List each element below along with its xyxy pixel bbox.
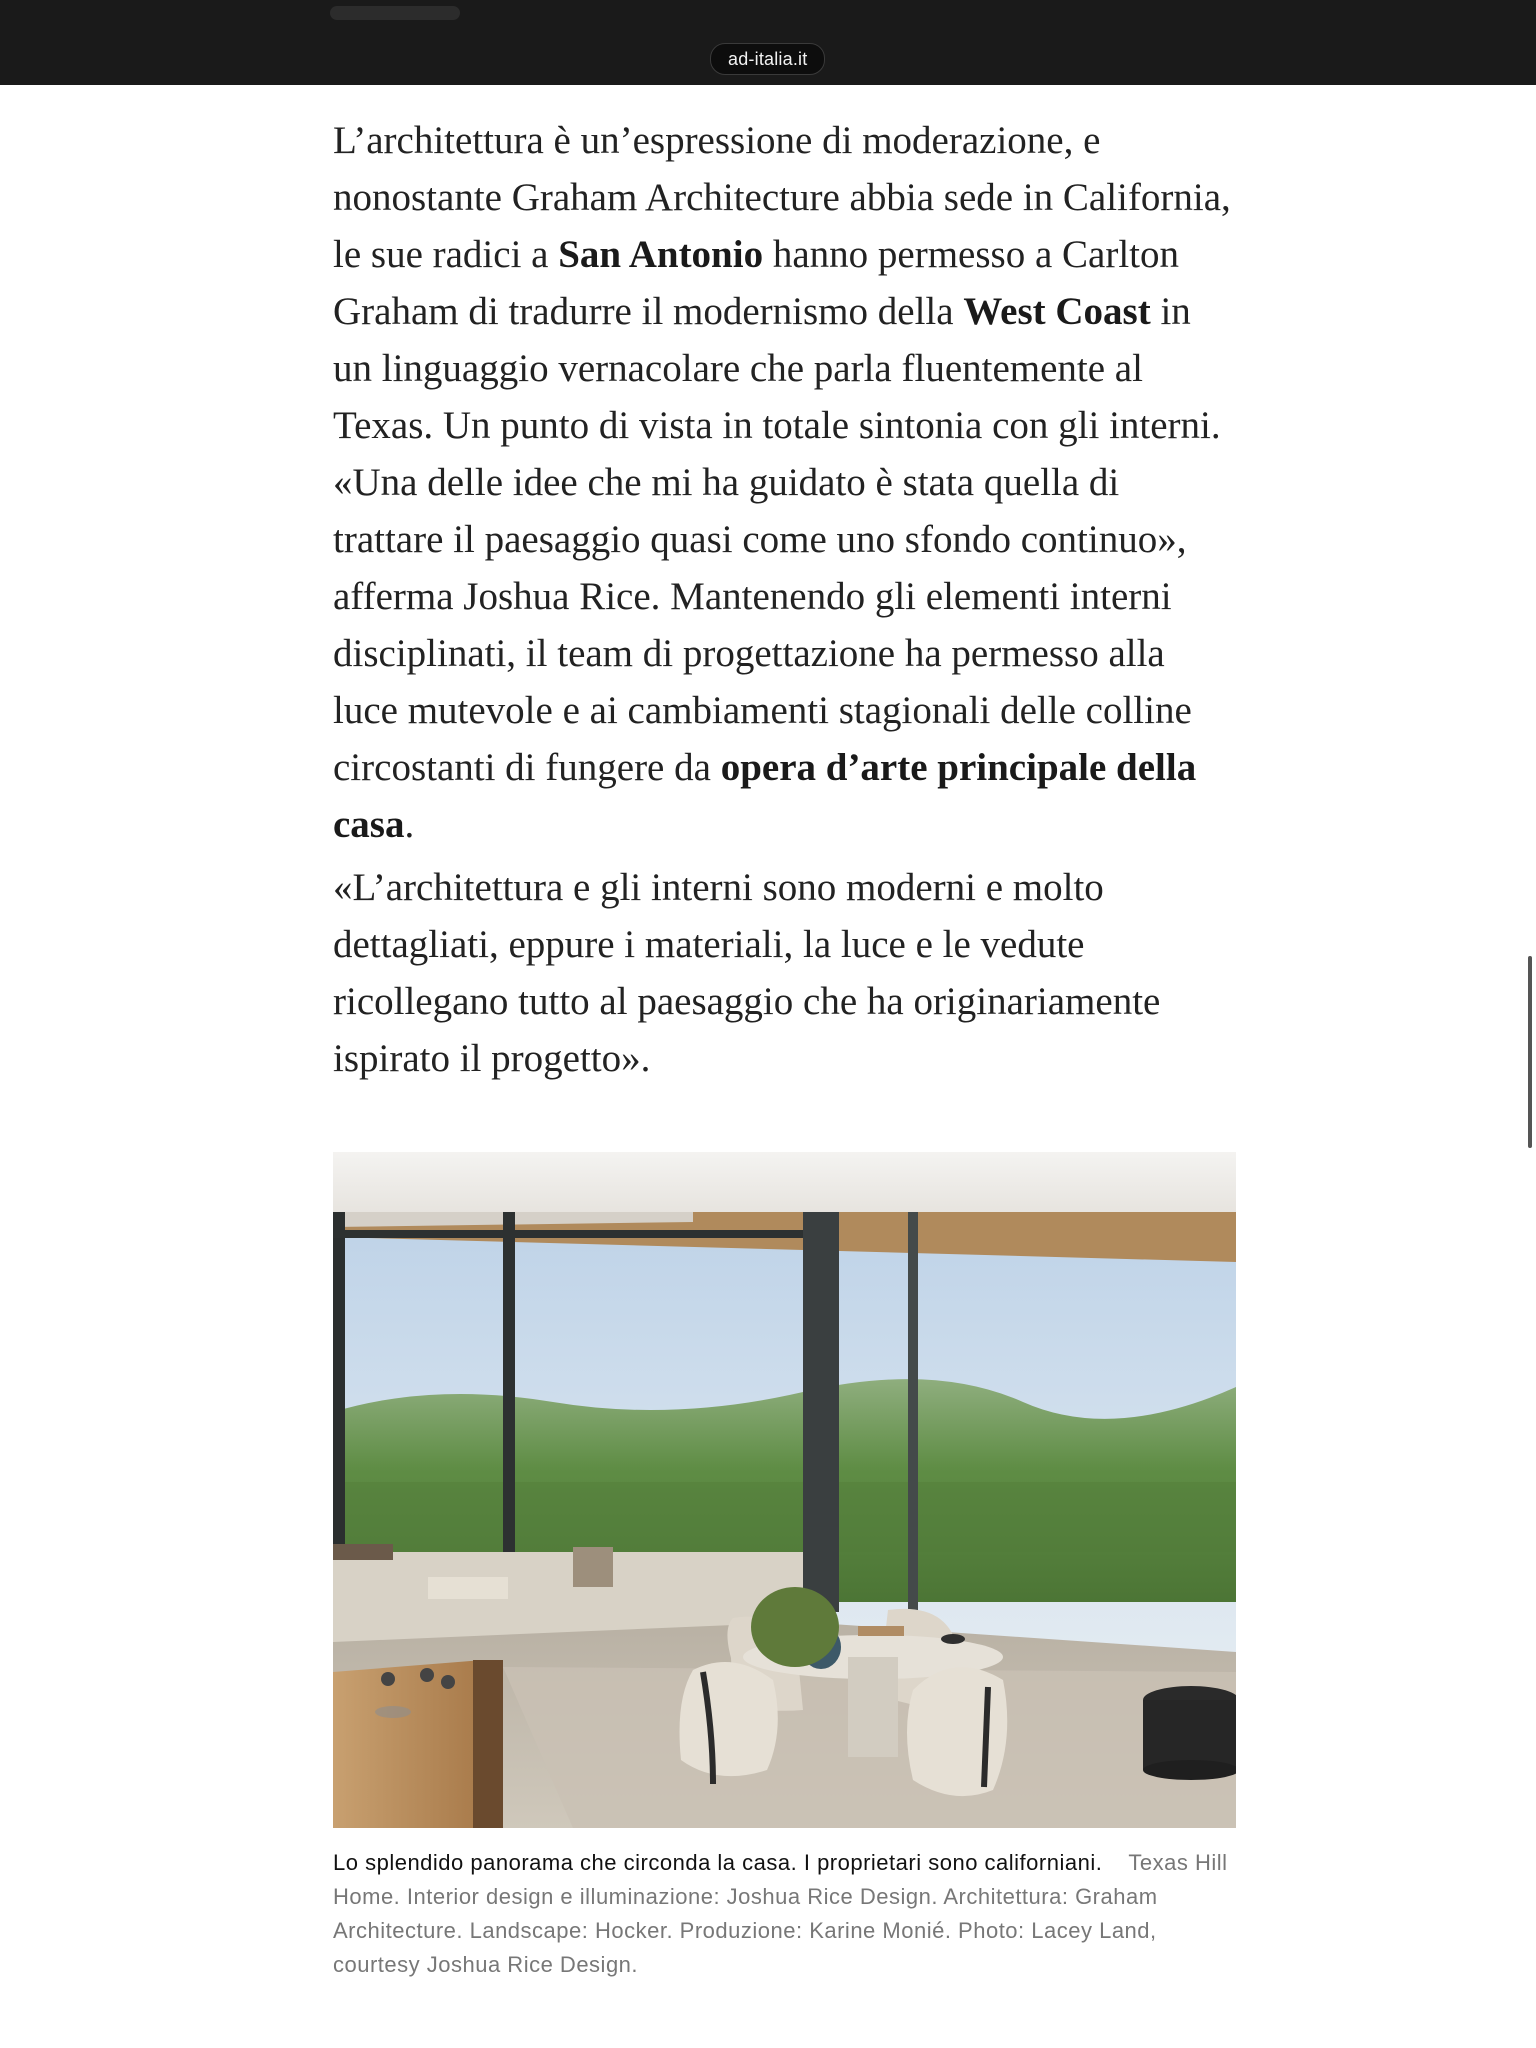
caption-credits: Texas Hill Home. Interior design e illuminazione: Joshua Rice Design. Architettura: Graham Architecture. Landscape: Hocker. Produzione: Karine Monié. Photo: Lacey Land, courtesy Joshua Rice Design.	[333, 1850, 1228, 1977]
browser-top-bar	[0, 0, 1536, 85]
article-paragraph	[333, 112, 1239, 853]
article-photo[interactable]	[333, 1152, 1236, 1828]
article-body	[333, 112, 1239, 1087]
paragraph-text: in un linguaggio vernacolare che parla fluentemente al Texas. Un punto di vista in totale sintonia con gli interni. «Una delle idee che mi ha guidato è stata quella di trattare il paesaggio quasi come uno sfondo continuo», afferma Joshua Rice. Mantenendo gli elementi interni disciplinati, il team di progettazione ha permesso alla luce mutevole e ai cambiamenti stagionali delle colline circostanti di fungere da	[333, 290, 1221, 789]
bold-phrase-west-coast: West Coast	[963, 290, 1151, 333]
paragraph-text: L’architettura è un’espressione di moderazione, e nonostante Graham Architecture abbia sede in California, le sue radici a	[333, 119, 1231, 276]
url-address-pill[interactable]: ad-italia.it	[710, 43, 825, 75]
shuffleboard-table	[333, 1660, 503, 1828]
caption-lead: Lo splendido panorama che circonda la casa. I proprietari sono californiani.	[333, 1850, 1103, 1875]
photo-caption	[333, 1846, 1239, 1982]
article-quote-paragraph: «L’architettura e gli interni sono moderni e molto dettagliati, eppure i materiali, la luce e le vedute ricollegano tutto al paesaggio che ha originariamente ispirato il progetto».	[333, 866, 1161, 1080]
ottoman	[1143, 1686, 1236, 1780]
paragraph-text: .	[404, 803, 415, 846]
bold-phrase-artwork: opera d’arte principale della casa	[333, 746, 1197, 846]
bold-phrase-san-antonio: San Antonio	[558, 233, 764, 276]
paragraph-text: hanno permesso a Carlton Graham di tradurre il modernismo della	[333, 233, 1179, 333]
scrollbar-thumb[interactable]	[1528, 956, 1532, 1148]
scrolled-content-fragment	[330, 6, 460, 20]
